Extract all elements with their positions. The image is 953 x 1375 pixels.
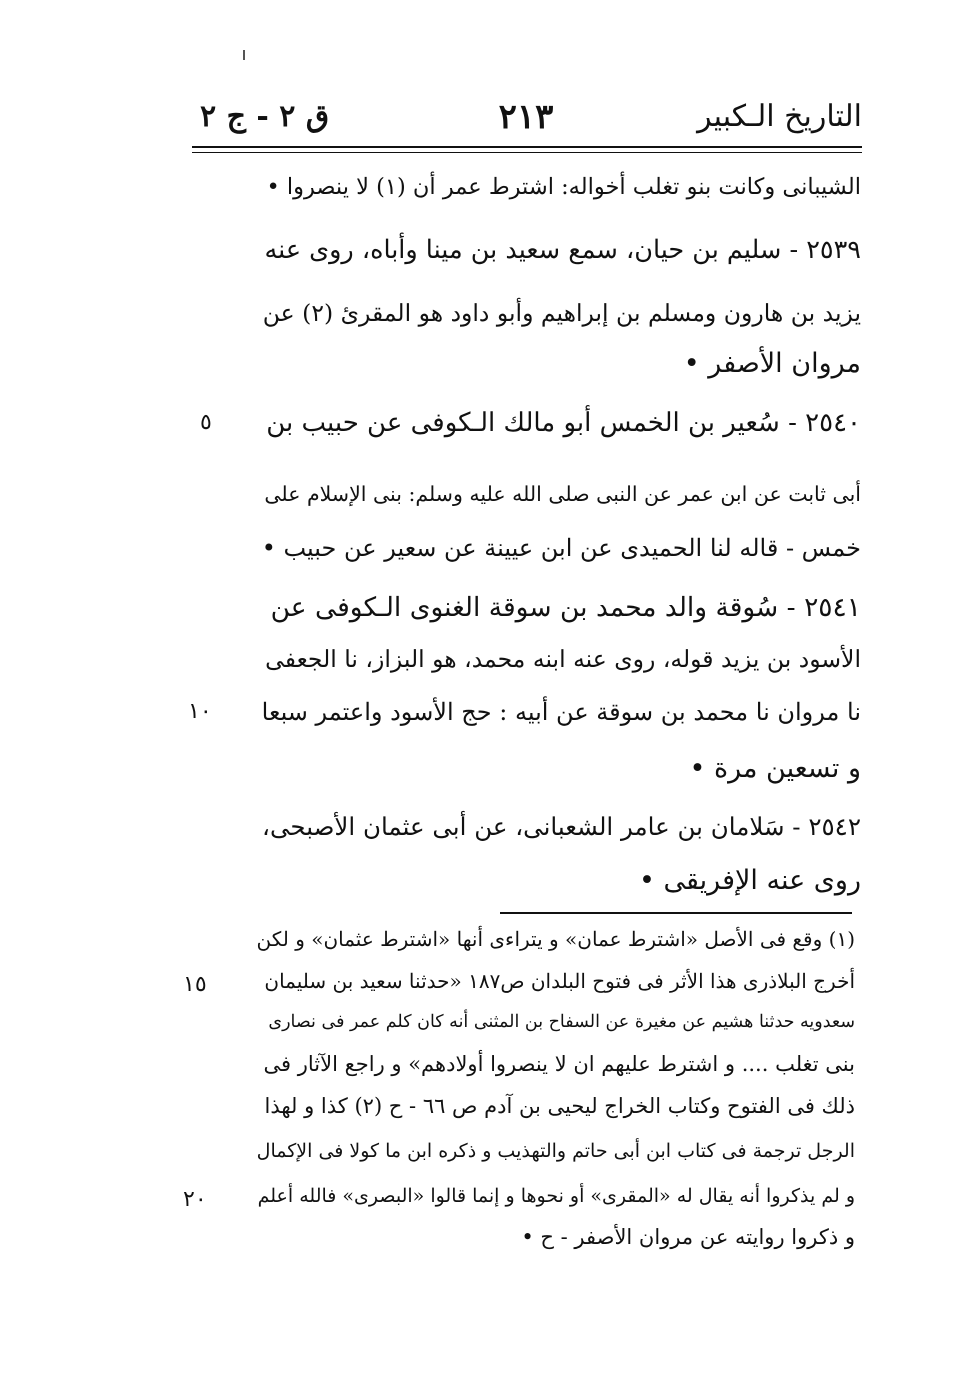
line-number: ١٠ xyxy=(188,699,212,724)
text-line: أبى ثابت عن ابن عمر عن النبى صلى الله عليه وسلم: بنى الإسلام على xyxy=(264,482,861,506)
text-line: الأسود بن يزيد قوله، روى عنه ابنه محمد، هو البزاز، نا الجعفى xyxy=(265,645,861,673)
entry-line: ٢٥٤١ - سُوقة والد محمد بن سوقة الغنوى الـكوفى عن xyxy=(270,592,861,623)
text-line: يزيد بن هارون ومسلم بن إبراهيم وأبو داود هو المقرئ (٢) عن xyxy=(262,299,861,327)
entry-line: ٢٥٤٢ - سَلامان بن عامر الشعبانى، عن أبى عثمان الأصبحى، xyxy=(262,812,861,841)
text-line: الشيبانى وكانت بنو تغلب أخواله: اشترط عمر أن (١) لا ينصروا • xyxy=(266,174,861,200)
header-rule xyxy=(192,146,862,148)
entry-line: ٢٥٤٠ - سُعير بن الخمس أبو مالك الـكوفى عن حبيب بن xyxy=(266,408,861,438)
footnote-line: و ذكروا روايته عن مروان الأصفر - ح • xyxy=(521,1225,855,1249)
book-title: التاريخ الـكبير xyxy=(697,99,862,134)
footnote-rule xyxy=(500,912,852,914)
footnote-line: سعدويه حدثنا هشيم عن مغيرة عن السفاح بن المثنى أنه كان كلم عمر فى نصارى xyxy=(268,1012,855,1032)
footnote-line: (١) وقع فى الأصل «اشترط عمان» و يتراءى أنها «اشترط عثمان» و لكن xyxy=(256,927,855,951)
footnote-line: ذلك فى الفتوح وكتاب الخراج ليحيى بن آدم ص ٦٦ - ح (٢) كذا و لهذا xyxy=(264,1094,855,1118)
entry-line: ٢٥٣٩ - سليم بن حيان، سمع سعيد بن مينا وأباه، روى عنه xyxy=(264,235,861,265)
header-rule-thin xyxy=(192,152,862,153)
line-number: ٥ xyxy=(200,410,212,435)
footnote-line: الرجل ترجمة فى كتاب ابن أبى حاتم والتهذيب و ذكره ابن ما كولا فى الإكمال xyxy=(256,1140,855,1162)
line-number: ١٥ xyxy=(183,972,207,997)
footnote-line: بنى تغلب .... و اشترط عليهم ان لا ينصروا أولادهم» و راجع الآثار فى xyxy=(263,1052,855,1076)
volume-label: ق ٢ - ج ٢ xyxy=(200,99,330,134)
line-number: ٢٠ xyxy=(183,1187,207,1212)
page-number: ٢١٣ xyxy=(498,97,554,137)
text-line: روى عنه الإفريقى • xyxy=(639,865,861,896)
scan-mark xyxy=(243,50,245,60)
footnote-line: أخرج البلاذرى هذا الأثر فى فتوح البلدان ص١٨٧ «حدثنا سعيد بن سليمان xyxy=(264,969,855,993)
text-line: خمس - قاله لنا الحميدى عن ابن عيينة عن سعير عن حبيب • xyxy=(261,534,861,562)
page-header xyxy=(190,92,862,142)
text-line: مروان الأصفر • xyxy=(683,348,861,379)
footnote-line: و لم يذكروا أنه يقال له «المقرى» أو نحوها و إنما قالوا «البصرى» فالله أعلم xyxy=(257,1185,855,1207)
text-line: نا مروان نا محمد بن سوقة عن أبيه : حج الأسود واعتمر سبعا xyxy=(261,698,861,726)
text-line: و تسعين مرة • xyxy=(689,753,861,784)
